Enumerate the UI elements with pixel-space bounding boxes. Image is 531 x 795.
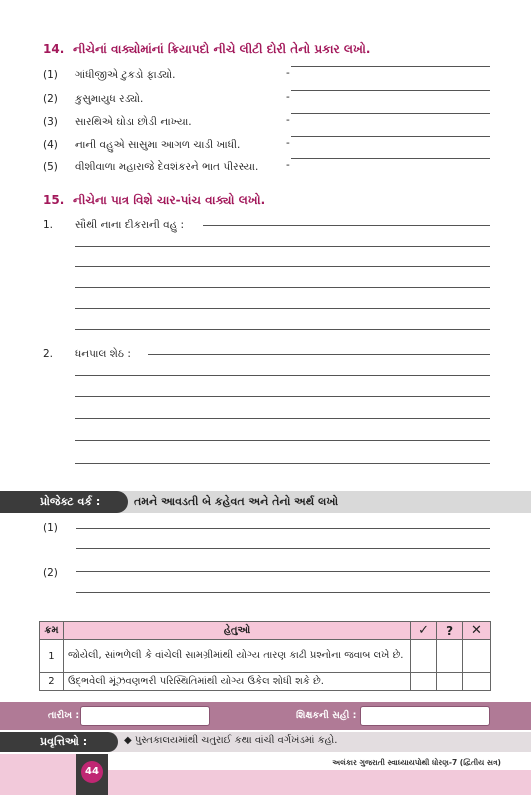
answer-line[interactable] [291, 113, 490, 114]
question-text: નીચેનાં વાક્યોમાંનાં ક્રિયાપદો નીચે લીટી દોરી તેનો પ્રકાર લખો. [73, 42, 371, 56]
question-15-title [43, 193, 265, 208]
book-title: અલંકાર ગુજરાતી સ્વાધ્યાયપોથી ધોરણ-7 (દ્વિતીય સત્ર) [332, 758, 501, 767]
dash: - [286, 67, 290, 79]
item-number: (1) [43, 69, 58, 81]
teacher-sign-label: શિક્ષકની સહી : [296, 710, 357, 721]
answer-line[interactable] [75, 246, 490, 247]
character-name: સૌથી નાના દીકરાની વહુ : [75, 219, 185, 231]
answer-line[interactable] [76, 548, 490, 549]
question-number: 14. [43, 42, 65, 56]
q14-item-4 [43, 139, 493, 155]
check-cell[interactable] [411, 673, 437, 691]
project-tag: પ્રોજેક્ટ વર્ક : [0, 491, 128, 513]
answer-line[interactable] [75, 418, 490, 419]
answer-line[interactable] [75, 266, 490, 267]
item-number: (4) [43, 139, 58, 151]
q14-item-2 [43, 93, 493, 109]
table-row [40, 640, 491, 673]
question-cell[interactable] [437, 640, 463, 673]
header-purposes: હેતુઓ [63, 622, 410, 640]
header-serial: ક્રમ [40, 622, 64, 640]
q14-item-5 [43, 161, 493, 177]
dash: - [286, 114, 290, 126]
item-number: (3) [43, 116, 58, 128]
project-instruction: તમને આવડતી બે કહેવત અને તેનો અર્થ લખો [134, 495, 339, 508]
sentence: કુસુમાયુધ રડ્યો. [75, 93, 144, 105]
q14-item-3 [43, 116, 493, 132]
answer-line[interactable] [76, 592, 490, 593]
sentence: નાની વહુએ સાસુમા આગળ ચાડી ખાધી. [75, 139, 241, 151]
question-14-title [43, 42, 370, 57]
item-number: 2. [43, 348, 54, 360]
answer-line[interactable] [75, 308, 490, 309]
question-text: નીચેના પાત્ર વિશે ચાર-પાંચ વાક્યો લખો. [73, 193, 266, 207]
answer-line[interactable] [291, 66, 490, 67]
answer-line[interactable] [75, 440, 490, 441]
item-number: (5) [43, 161, 58, 173]
row-purpose: ઉદ્ભવેલી મૂંઝવણભરી પરિસ્થિતિમાંથી યોગ્ય ઉકેલ શોધી શકે છે. [63, 673, 410, 691]
q15-item-1 [43, 219, 493, 235]
answer-line[interactable] [76, 571, 490, 572]
row-purpose: જોયેલી, સાંભળેલી કે વાંચેલી સામગ્રીમાંથી યોગ્ય તારણ કાઢી પ્રશ્નોના જવાબ લખે છે. [63, 640, 410, 673]
date-field[interactable] [80, 706, 210, 726]
row-serial: 2 [40, 673, 64, 691]
answer-line[interactable] [291, 136, 490, 137]
teacher-sign-field[interactable] [360, 706, 490, 726]
cross-icon: ✕ [463, 622, 491, 640]
cross-cell[interactable] [463, 640, 491, 673]
answer-line[interactable] [75, 396, 490, 397]
item-number: 1. [43, 219, 54, 231]
item-number: (2) [43, 93, 58, 105]
sentence: વીશીવાળા મહારાજે દેવશંકરને ભાત પીરસ્યા. [75, 161, 259, 173]
question-cell[interactable] [437, 673, 463, 691]
cross-cell[interactable] [463, 673, 491, 691]
activity-tag: પ્રવૃત્તિઓ : [0, 732, 118, 752]
q15-item-2 [43, 348, 493, 364]
character-name: ધનપાલ શેઠ : [75, 348, 131, 360]
check-cell[interactable] [411, 640, 437, 673]
answer-line[interactable] [148, 354, 490, 355]
dash: - [286, 91, 290, 103]
assessment-table [39, 621, 491, 691]
answer-line[interactable] [75, 375, 490, 376]
sentence: ગાંધીજીએ ટુકડો ફાડ્યો. [75, 69, 176, 81]
table-row [40, 673, 491, 691]
answer-line[interactable] [75, 329, 490, 330]
project-item-1-number: (1) [43, 522, 58, 534]
date-label: તારીખ : [48, 710, 80, 721]
q14-item-1 [43, 69, 493, 85]
activity-text: ◆ પુસ્તકાલયમાંથી ચતુરાઈ કથા વાંચી વર્ગખંડમાં કહો. [124, 735, 338, 746]
dash: - [286, 159, 290, 171]
row-serial: 1 [40, 640, 64, 673]
table-header-row [40, 622, 491, 640]
answer-line[interactable] [76, 528, 490, 529]
dash: - [286, 137, 290, 149]
page-number: 44 [81, 761, 103, 783]
answer-line[interactable] [291, 90, 490, 91]
answer-line[interactable] [203, 225, 490, 226]
question-number: 15. [43, 193, 65, 207]
question-icon: ? [437, 622, 463, 640]
sentence: સારથિએ ઘોડા છોડી નાખ્યા. [75, 116, 192, 128]
check-icon: ✓ [411, 622, 437, 640]
answer-line[interactable] [75, 287, 490, 288]
project-item-2-number: (2) [43, 567, 58, 579]
answer-line[interactable] [75, 463, 490, 464]
answer-line[interactable] [291, 158, 490, 159]
